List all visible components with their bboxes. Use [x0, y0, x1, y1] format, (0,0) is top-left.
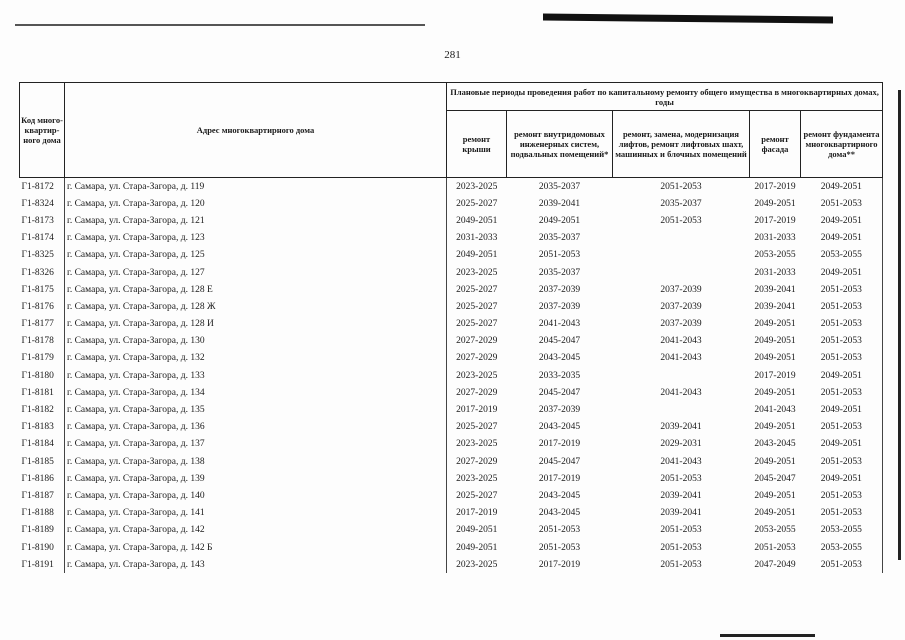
cell-facade: 2047-2049 [754, 559, 796, 570]
cell-roof: 2025-2027 [447, 298, 507, 315]
cell-code: Г1-8173 [21, 215, 54, 226]
cell-code: Г1-8182 [21, 405, 54, 416]
cell-lifts: 2037-2039 [660, 319, 702, 330]
table-row [20, 230, 883, 247]
cell-engineering: 2051-2053 [538, 525, 581, 536]
header-facade: ремонт фасада [750, 111, 801, 178]
cell-code: Г1-8186 [21, 473, 54, 484]
cell-roof: 2025-2027 [447, 316, 507, 333]
table-row [20, 333, 883, 350]
cell-engineering: 2039-2041 [538, 198, 581, 209]
cell-code: Г1-8185 [21, 456, 54, 467]
table-row [20, 316, 883, 333]
cell-address: г. Самара, ул. Стара-Загора, д. 119 [65, 178, 447, 196]
cell-code: Г1-8178 [21, 336, 54, 347]
cell-engineering: 2043-2045 [538, 422, 581, 433]
cell-address: г. Самара, ул. Стара-Загора, д. 133 [65, 367, 447, 384]
header-engineering: ремонт внутридомовых инженерных систем, подвальных помещений* [507, 111, 613, 178]
cell-roof: 2031-2033 [447, 230, 507, 247]
cell-foundation: 2049-2051 [801, 230, 883, 247]
cell-address: г. Самара, ул. Стара-Загора, д. 134 [65, 384, 447, 401]
cell-foundation: 2053-2055 [801, 522, 883, 539]
cell-engineering: 2045-2047 [538, 387, 581, 398]
cell-address: г. Самара, ул. Стара-Загора, д. 139 [65, 470, 447, 487]
cell-engineering: 2017-2019 [538, 473, 581, 484]
cell-lifts [613, 401, 750, 418]
table-row [20, 539, 883, 556]
cell-address: г. Самара, ул. Стара-Загора, д. 135 [65, 401, 447, 418]
cell-roof: 2049-2051 [447, 539, 507, 556]
table-row [20, 453, 883, 470]
cell-lifts: 2037-2039 [660, 284, 702, 295]
cell-facade: 2049-2051 [754, 456, 796, 467]
cell-facade: 2049-2051 [754, 508, 796, 519]
table-row [20, 367, 883, 384]
cell-foundation: 2049-2051 [801, 367, 883, 384]
cell-foundation: 2049-2051 [801, 470, 883, 487]
cell-address: г. Самара, ул. Стара-Загора, д. 140 [65, 487, 447, 504]
header-group-title: Плановые периоды проведения работ по капитальному ремонту общего имущества в многоквартирных домах, годы [447, 83, 883, 111]
cell-roof: 2023-2025 [447, 470, 507, 487]
cell-lifts: 2029-2031 [660, 439, 702, 450]
cell-foundation: 2051-2053 [801, 333, 883, 350]
cell-address: г. Самара, ул. Стара-Загора, д. 127 [65, 264, 447, 281]
cell-roof: 2027-2029 [447, 453, 507, 470]
cell-foundation: 2051-2053 [801, 556, 883, 573]
cell-engineering: 2037-2039 [538, 284, 581, 295]
cell-engineering: 2051-2053 [538, 542, 581, 553]
cell-facade: 2039-2041 [754, 284, 796, 295]
cell-facade: 2051-2053 [754, 542, 796, 553]
cell-facade: 2049-2051 [754, 422, 796, 433]
cell-address: г. Самара, ул. Стара-Загора, д. 132 [65, 350, 447, 367]
cell-engineering: 2037-2039 [538, 301, 581, 312]
cell-lifts [613, 230, 750, 247]
cell-lifts: 2041-2043 [660, 336, 702, 347]
cell-foundation: 2051-2053 [801, 350, 883, 367]
cell-foundation: 2049-2051 [801, 178, 883, 196]
cell-engineering: 2017-2019 [538, 559, 581, 570]
cell-address: г. Самара, ул. Стара-Загора, д. 142 [65, 522, 447, 539]
cell-foundation: 2053-2055 [801, 539, 883, 556]
cell-foundation: 2051-2053 [801, 281, 883, 298]
cell-address: г. Самара, ул. Стара-Загора, д. 141 [65, 505, 447, 522]
table-row [20, 470, 883, 487]
cell-roof: 2023-2025 [447, 264, 507, 281]
table-body [20, 178, 883, 574]
cell-lifts [613, 247, 750, 264]
cell-facade: 2017-2019 [754, 215, 796, 226]
cell-address: г. Самара, ул. Стара-Загора, д. 130 [65, 333, 447, 350]
cell-code: Г1-8191 [21, 559, 54, 570]
cell-engineering: 2043-2045 [538, 508, 581, 519]
table-row [20, 556, 883, 573]
cell-lifts: 2039-2041 [660, 490, 702, 501]
cell-foundation: 2051-2053 [801, 384, 883, 401]
cell-foundation: 2051-2053 [801, 419, 883, 436]
cell-facade: 2017-2019 [754, 370, 796, 381]
scan-artifact-bottom [720, 634, 815, 637]
cell-roof: 2017-2019 [447, 401, 507, 418]
cell-code: Г1-8176 [21, 301, 54, 312]
cell-engineering: 2041-2043 [538, 319, 581, 330]
table-row [20, 522, 883, 539]
cell-foundation: 2051-2053 [801, 298, 883, 315]
header-code: Код много-квартир-ного дома [20, 83, 65, 178]
cell-roof: 2027-2029 [447, 350, 507, 367]
cell-engineering: 2045-2047 [538, 456, 581, 467]
cell-roof: 2027-2029 [447, 333, 507, 350]
table-row [20, 298, 883, 315]
cell-roof: 2049-2051 [447, 212, 507, 229]
cell-engineering: 2043-2045 [538, 490, 581, 501]
cell-foundation: 2053-2055 [801, 247, 883, 264]
scan-artifact-line [15, 24, 425, 26]
header-foundation: ремонт фундамента многоквартирного дома** [801, 111, 883, 178]
table-row [20, 212, 883, 229]
table-row [20, 247, 883, 264]
table-row [20, 436, 883, 453]
cell-roof: 2023-2025 [447, 556, 507, 573]
repair-schedule-table [19, 82, 883, 573]
cell-facade: 2041-2043 [754, 405, 796, 416]
cell-lifts: 2051-2053 [660, 559, 702, 570]
cell-engineering: 2045-2047 [538, 336, 581, 347]
cell-code: Г1-8188 [21, 508, 54, 519]
cell-code: Г1-8187 [21, 490, 54, 501]
cell-address: г. Самара, ул. Стара-Загора, д. 128 Ж [65, 298, 447, 315]
cell-lifts: 2039-2041 [660, 508, 702, 519]
cell-address: г. Самара, ул. Стара-Загора, д. 121 [65, 212, 447, 229]
cell-code: Г1-8179 [21, 353, 54, 364]
cell-foundation: 2051-2053 [801, 195, 883, 212]
table-row [20, 419, 883, 436]
table-row [20, 264, 883, 281]
cell-engineering: 2017-2019 [538, 439, 581, 450]
cell-engineering: 2035-2037 [538, 181, 581, 192]
cell-code: Г1-8183 [21, 422, 54, 433]
cell-lifts: 2041-2043 [660, 456, 702, 467]
cell-lifts: 2051-2053 [660, 525, 702, 536]
cell-lifts: 2051-2053 [660, 473, 702, 484]
cell-facade: 2049-2051 [754, 319, 796, 330]
cell-address: г. Самара, ул. Стара-Загора, д. 137 [65, 436, 447, 453]
cell-roof: 2023-2025 [447, 436, 507, 453]
cell-roof: 2049-2051 [447, 522, 507, 539]
cell-code: Г1-8172 [21, 181, 54, 192]
cell-facade: 2045-2047 [754, 473, 796, 484]
table-row [20, 401, 883, 418]
cell-roof: 2023-2025 [447, 178, 507, 196]
cell-address: г. Самара, ул. Стара-Загора, д. 120 [65, 195, 447, 212]
cell-facade: 2039-2041 [754, 301, 796, 312]
cell-code: Г1-8181 [21, 387, 54, 398]
cell-engineering: 2035-2037 [538, 233, 581, 244]
cell-foundation: 2049-2051 [801, 401, 883, 418]
cell-facade: 2043-2045 [754, 439, 796, 450]
scan-artifact-top [543, 13, 833, 23]
cell-facade: 2053-2055 [754, 525, 796, 536]
table-row [20, 178, 883, 196]
cell-code: Г1-8326 [21, 267, 54, 278]
cell-facade: 2031-2033 [754, 267, 796, 278]
cell-code: Г1-8177 [21, 319, 54, 330]
cell-engineering: 2043-2045 [538, 353, 581, 364]
cell-roof: 2023-2025 [447, 367, 507, 384]
cell-address: г. Самара, ул. Стара-Загора, д. 138 [65, 453, 447, 470]
cell-foundation: 2051-2053 [801, 453, 883, 470]
scan-artifact-right [898, 90, 901, 560]
header-address: Адрес многоквартирного дома [65, 83, 447, 178]
cell-roof: 2017-2019 [447, 505, 507, 522]
table-row [20, 350, 883, 367]
cell-lifts: 2039-2041 [660, 422, 702, 433]
cell-foundation: 2049-2051 [801, 212, 883, 229]
header-roof: ремонт крыши [447, 111, 507, 178]
header-lifts: ремонт, замена, модернизация лифтов, ремонт лифтовых шахт, машинных и блочных помещений [613, 111, 750, 178]
cell-lifts: 2051-2053 [660, 181, 702, 192]
cell-roof: 2025-2027 [447, 419, 507, 436]
cell-facade: 2017-2019 [754, 181, 796, 192]
cell-code: Г1-8174 [21, 233, 54, 244]
cell-address: г. Самара, ул. Стара-Загора, д. 128 Е [65, 281, 447, 298]
cell-lifts: 2051-2053 [660, 542, 702, 553]
cell-lifts [613, 367, 750, 384]
cell-roof: 2049-2051 [447, 247, 507, 264]
cell-engineering: 2049-2051 [538, 215, 581, 226]
cell-address: г. Самара, ул. Стара-Загора, д. 125 [65, 247, 447, 264]
cell-code: Г1-8180 [21, 370, 54, 381]
cell-roof: 2025-2027 [447, 487, 507, 504]
cell-facade: 2049-2051 [754, 336, 796, 347]
cell-foundation: 2049-2051 [801, 264, 883, 281]
cell-facade: 2031-2033 [754, 233, 796, 244]
cell-engineering: 2037-2039 [538, 405, 581, 416]
cell-foundation: 2051-2053 [801, 505, 883, 522]
table-row [20, 281, 883, 298]
cell-facade: 2049-2051 [754, 353, 796, 364]
cell-facade: 2049-2051 [754, 490, 796, 501]
cell-facade: 2053-2055 [754, 250, 796, 261]
cell-address: г. Самара, ул. Стара-Загора, д. 128 И [65, 316, 447, 333]
table-row [20, 505, 883, 522]
cell-lifts [613, 264, 750, 281]
cell-code: Г1-8324 [21, 198, 54, 209]
cell-engineering: 2033-2035 [538, 370, 581, 381]
cell-roof: 2025-2027 [447, 281, 507, 298]
cell-facade: 2049-2051 [754, 387, 796, 398]
cell-lifts: 2035-2037 [660, 198, 702, 209]
cell-code: Г1-8325 [21, 250, 54, 261]
table-row [20, 195, 883, 212]
table-row [20, 384, 883, 401]
page-number: 281 [444, 49, 461, 61]
cell-engineering: 2051-2053 [538, 250, 581, 261]
cell-lifts: 2041-2043 [660, 353, 702, 364]
cell-address: г. Самара, ул. Стара-Загора, д. 123 [65, 230, 447, 247]
cell-lifts: 2051-2053 [660, 215, 702, 226]
cell-code: Г1-8190 [21, 542, 54, 553]
cell-roof: 2027-2029 [447, 384, 507, 401]
cell-address: г. Самара, ул. Стара-Загора, д. 143 [65, 556, 447, 573]
cell-foundation: 2049-2051 [801, 436, 883, 453]
cell-roof: 2025-2027 [447, 195, 507, 212]
cell-lifts: 2041-2043 [660, 387, 702, 398]
cell-address: г. Самара, ул. Стара-Загора, д. 136 [65, 419, 447, 436]
cell-lifts: 2037-2039 [660, 301, 702, 312]
cell-address: г. Самара, ул. Стара-Загора, д. 142 Б [65, 539, 447, 556]
cell-code: Г1-8175 [21, 284, 54, 295]
cell-foundation: 2051-2053 [801, 487, 883, 504]
cell-engineering: 2035-2037 [538, 267, 581, 278]
cell-code: Г1-8184 [21, 439, 54, 450]
cell-foundation: 2051-2053 [801, 316, 883, 333]
cell-facade: 2049-2051 [754, 198, 796, 209]
table-row [20, 487, 883, 504]
cell-code: Г1-8189 [21, 525, 54, 536]
